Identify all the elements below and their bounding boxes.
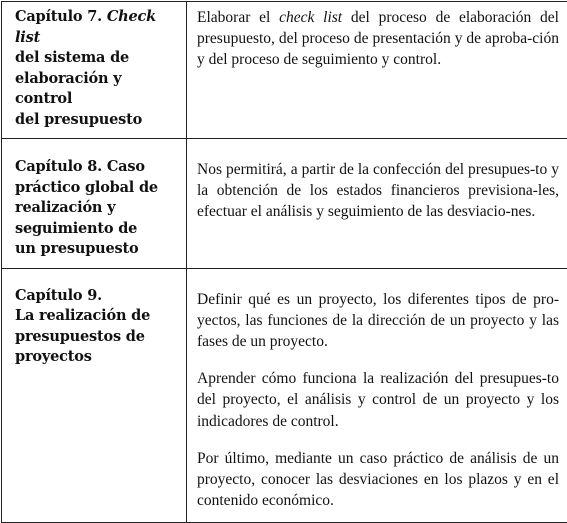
chapter-title-line: proyectos: [15, 347, 180, 368]
chapter-title: [2, 269, 186, 376]
chapter-title-line: elaboración y control: [15, 69, 180, 110]
chapter-title-cell: [2, 2, 187, 139]
chapter-title-line: presupuestos de: [15, 327, 180, 348]
description-paragraph: Aprender cómo funciona la realización del presupues-to del proyecto, el análisis y control de un proyecto y los indicadores de control.: [197, 368, 559, 432]
chapter-title-cell: [2, 139, 187, 269]
chapter-description: [187, 2, 567, 79]
chapter-title-italic: Check list: [15, 8, 156, 46]
table-row: [2, 139, 567, 269]
description-paragraph: Nos permitirá, a partir de la confección del presupues-to y la obtención de los estados financieros previsiona-les, efectuar el análisis y seguimiento de las desviacio-nes.: [197, 159, 559, 223]
chapter-title-line: seguimiento de: [15, 219, 180, 240]
table-row: [2, 2, 567, 139]
chapter-description-cell: [187, 268, 567, 522]
description-paragraph: [197, 7, 559, 71]
chapter-title-line: del presupuesto: [15, 110, 180, 131]
description-italic-text: check list: [279, 9, 342, 26]
chapter-title-prefix: Capítulo 7.: [15, 8, 107, 25]
chapter-description: [187, 269, 567, 520]
description-text: del proceso de elaboración del presupuesto, del proceso de presentación y de aproba-ción y del proceso de seguimiento y control.: [197, 9, 559, 68]
chapter-title: [2, 2, 186, 138]
chapter-table: [1, 1, 567, 523]
chapter-title-line: realización y: [15, 198, 180, 219]
chapter-title-line: práctico global de: [15, 178, 180, 199]
chapter-title-line: La realización de: [15, 306, 180, 327]
description-paragraph: Por último, mediante un caso práctico de análisis de un proyecto, conocer las desviaciones en los plazos y en el contenido económico.: [197, 448, 559, 512]
chapter-title: [2, 139, 186, 268]
chapter-title-line: Capítulo 9.: [15, 286, 180, 307]
chapter-description-cell: [187, 139, 567, 269]
description-text: Elaborar el: [197, 9, 279, 26]
chapter-title-line: un presupuesto: [15, 239, 180, 260]
chapter-description-cell: [187, 2, 567, 139]
table-row: [2, 268, 567, 522]
chapter-title-cell: [2, 268, 187, 522]
description-paragraph: Definir qué es un proyecto, los diferentes tipos de pro-yectos, las funciones de la dirección de un proyecto y las fases de un proyecto.: [197, 289, 559, 353]
chapter-title-line: del sistema de: [15, 48, 180, 69]
chapter-title-line: Capítulo 8. Caso: [15, 157, 180, 178]
chapter-description: [187, 139, 567, 231]
